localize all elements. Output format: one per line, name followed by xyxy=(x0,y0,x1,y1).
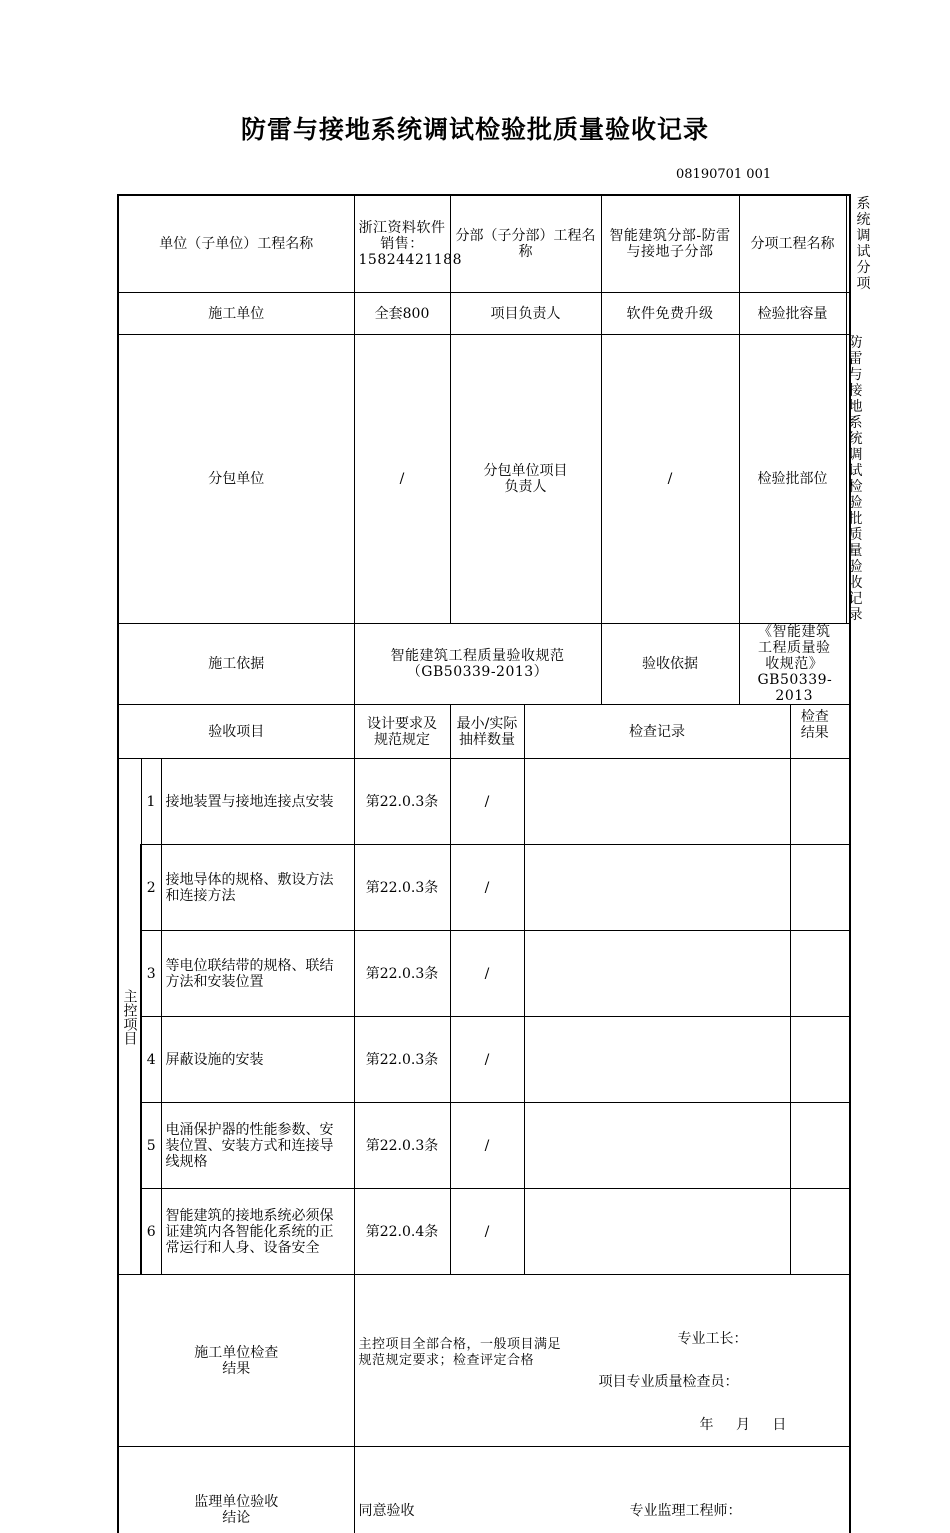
item-no: 1 xyxy=(141,759,161,845)
table-row xyxy=(118,931,850,1017)
subitem-label: 分项工程名称 xyxy=(739,195,846,293)
location-label: 检验批部位 xyxy=(739,335,846,624)
item-sample: / xyxy=(450,845,524,931)
page-title: 防雷与接地系统调试检验批质量验收记录 xyxy=(240,115,709,144)
col-record-header: 检查记录 xyxy=(524,705,790,759)
item-desc: 电涌保护器的性能参数、安装位置、安装方式和连接导线规格 xyxy=(161,1103,354,1189)
item-sample: / xyxy=(450,1103,524,1189)
item-desc: 屏蔽设施的安装 xyxy=(161,1017,354,1103)
item-no: 4 xyxy=(141,1017,161,1103)
location-value: 防雷与接地系统调试检验批质量验收记录 xyxy=(846,335,850,624)
record-code: 08190701 001 xyxy=(676,167,772,182)
basis-value: 智能建筑工程质量验收规范（GB50339-2013） xyxy=(354,624,601,705)
item-result xyxy=(790,1103,850,1189)
item-result xyxy=(790,759,850,845)
capacity-label: 检验批容量 xyxy=(739,293,846,335)
unit-value: 浙江资料软件销售：15824421188 xyxy=(354,195,450,293)
supervisor-result-label: 监理单位验收结论 xyxy=(118,1447,354,1533)
item-record xyxy=(524,1103,790,1189)
acceptance-basis-label: 验收依据 xyxy=(601,624,739,705)
subitem-value: 系统调试分项 xyxy=(846,195,850,293)
item-record xyxy=(524,845,790,931)
pm-value: 软件免费升级 xyxy=(601,293,739,335)
contractor-date: 年 月 日 xyxy=(699,1417,789,1433)
item-no: 6 xyxy=(141,1189,161,1275)
sub-pm-label: 分包单位项目负责人 xyxy=(450,335,601,624)
col-item-header: 验收项目 xyxy=(118,705,354,759)
item-desc: 等电位联结带的规格、联结方法和安装位置 xyxy=(161,931,354,1017)
item-result xyxy=(790,1017,850,1103)
inspection-table xyxy=(117,194,871,1533)
acceptance-basis-value: 《智能建筑工程质量验收规范》GB50339-2013 xyxy=(739,624,850,705)
item-spec: 第22.0.3条 xyxy=(354,759,450,845)
item-spec: 第22.0.3条 xyxy=(354,931,450,1017)
table-row xyxy=(118,845,850,931)
item-result xyxy=(790,931,850,1017)
foreman-signature-label: 专业工长： xyxy=(677,1331,748,1347)
supervisor-result-text: 同意验收 xyxy=(358,1503,415,1519)
main-control-label: 主控项目 xyxy=(118,759,141,1275)
item-record xyxy=(524,759,790,845)
division-label: 分部（子分部）工程名称 xyxy=(450,195,601,293)
table-row xyxy=(118,1189,850,1275)
item-spec: 第22.0.3条 xyxy=(354,1017,450,1103)
inspector-signature-label: 项目专业质量检查员： xyxy=(598,1374,739,1390)
engineer-signature-label: 专业监理工程师： xyxy=(629,1503,742,1519)
item-no: 3 xyxy=(141,931,161,1017)
item-spec: 第22.0.3条 xyxy=(354,1103,450,1189)
item-sample: / xyxy=(450,1189,524,1275)
sub-pm-value: / xyxy=(601,335,739,624)
item-record xyxy=(524,1017,790,1103)
item-desc: 智能建筑的接地系统必须保证建筑内各智能化系统的正常运行和人身、设备安全 xyxy=(161,1189,354,1275)
table-row xyxy=(118,1017,850,1103)
item-sample: / xyxy=(450,1017,524,1103)
table-row xyxy=(118,1103,850,1189)
capacity-value xyxy=(846,293,850,335)
item-spec: 第22.0.4条 xyxy=(354,1189,450,1275)
item-no: 5 xyxy=(141,1103,161,1189)
unit-label: 单位（子单位）工程名称 xyxy=(118,195,354,293)
subcontractor-label: 分包单位 xyxy=(118,335,354,624)
basis-label: 施工依据 xyxy=(118,624,354,705)
item-no: 2 xyxy=(141,845,161,931)
item-desc: 接地装置与接地连接点安装 xyxy=(161,759,354,845)
item-sample: / xyxy=(450,931,524,1017)
contractor-result-label: 施工单位检查结果 xyxy=(118,1275,354,1447)
item-sample: / xyxy=(450,759,524,845)
contractor-result-text: 主控项目全部合格，一般项目满足规范规定要求；检查评定合格 xyxy=(358,1337,562,1368)
contractor-result-box xyxy=(354,1275,850,1447)
item-result xyxy=(790,1189,850,1275)
item-result xyxy=(790,845,850,931)
pm-label: 项目负责人 xyxy=(450,293,601,335)
division-value: 智能建筑分部-防雷与接地子分部 xyxy=(601,195,739,293)
col-result-header: 检查结果 xyxy=(790,705,850,759)
subcontractor-value: / xyxy=(354,335,450,624)
contractor-label: 施工单位 xyxy=(118,293,354,335)
item-record xyxy=(524,931,790,1017)
col-spec-header: 设计要求及规范规定 xyxy=(354,705,450,759)
col-sample-header: 最小/实际抽样数量 xyxy=(450,705,524,759)
supervisor-result-box xyxy=(354,1447,850,1533)
contractor-value: 全套800 xyxy=(354,293,450,335)
item-desc: 接地导体的规格、敷设方法和连接方法 xyxy=(161,845,354,931)
item-spec: 第22.0.3条 xyxy=(354,845,450,931)
table-row xyxy=(118,759,850,845)
item-record xyxy=(524,1189,790,1275)
